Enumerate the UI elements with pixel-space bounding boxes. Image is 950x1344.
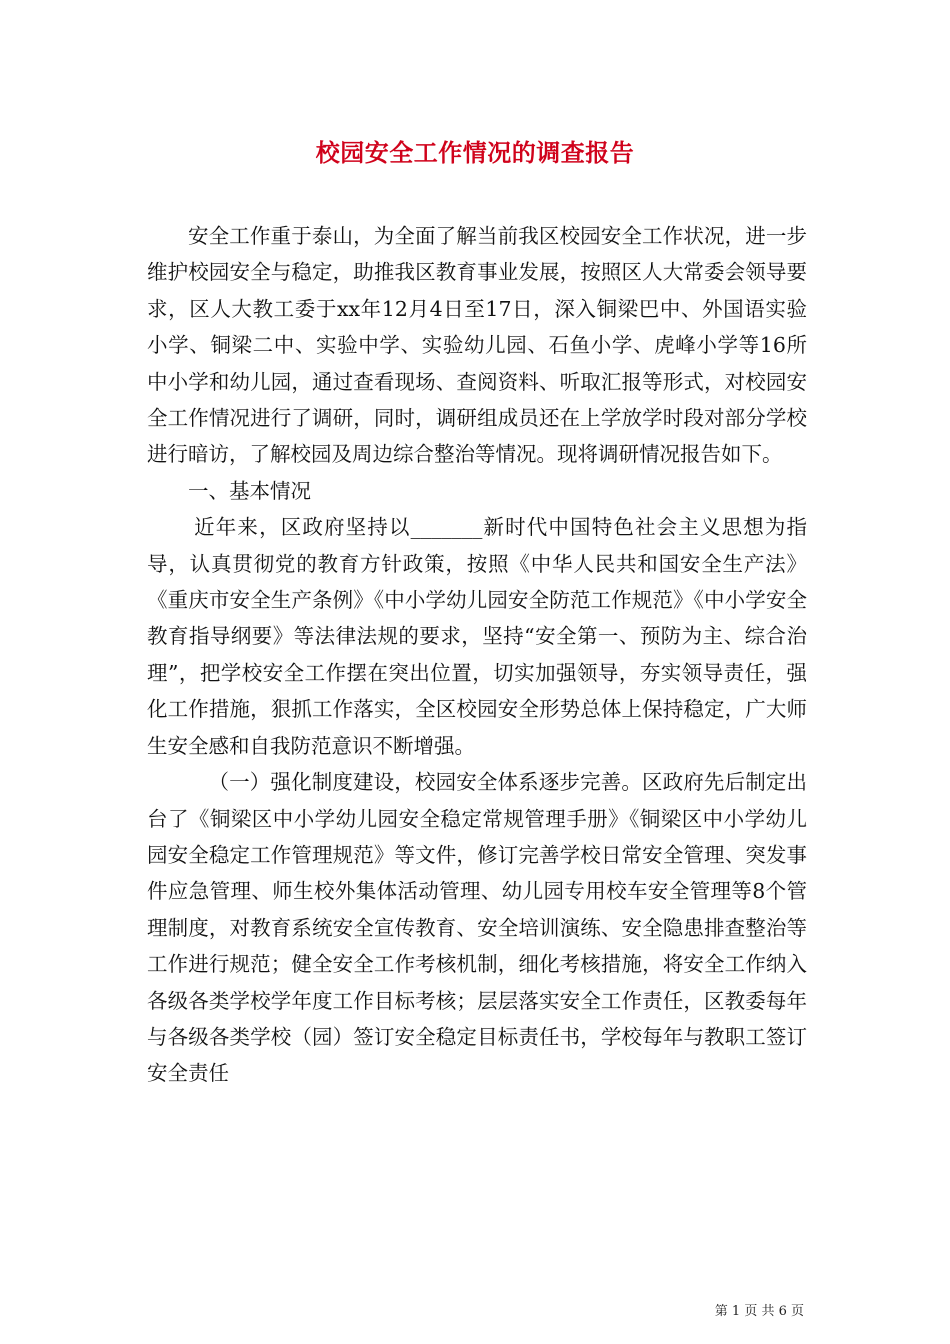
document-body (147, 218, 807, 1092)
page-number: 第 1 页 共 6 页 (714, 1304, 804, 1319)
document-title: 校园安全工作情况的调查报告 (315, 138, 635, 167)
section-heading-basic: 一、基本情况 (188, 478, 311, 503)
paragraph-system-building: （一）强化制度建设，校园安全体系逐步完善。区政府先后制定出台了《铜梁区中小学幼儿园安全稳定常规管理手册》《铜梁区中小学幼儿园安全稳定工作管理规范》等文件，修订完善学校日常安全管理、突发事件应急管理、师生校外集体活动管理、幼儿园专用校车安全管理等8个管理制度，对教育系统安全宣传教育、安全培训演练、安全隐患排查整治等工作进行规范；健全安全工作考核机制，细化考核措施，将安全工作纳入各级各类学校学年度工作目标考核；层层落实安全工作责任，区教委每年与各级各类学校（园）签订安全稳定目标责任书，学校每年与教职工签订安全责任 (147, 770, 807, 1086)
paragraph-overview: 近年来，区政府坚持以_______新时代中国特色社会主义思想为指导，认真贯彻党的教育方针政策，按照《中华人民共和国安全生产法》《重庆市安全生产条例》《中小学幼儿园安全防范工作规范》《中小学安全教育指导纲要》等法律法规的要求，坚持“安全第一、预防为主、综合治理”，把学校安全工作摆在突出位置，切实加强领导，夯实领导责任，强化工作措施，狠抓工作落实，全区校园安全形势总体上保持稳定，广大师生安全感和自我防范意识不断增强。 (147, 515, 807, 758)
paragraph-intro: 安全工作重于泰山，为全面了解当前我区校园安全工作状况，进一步维护校园安全与稳定，助推我区教育事业发展，按照区人大常委会领导要求，区人大教工委于xx年12月4日至17日，深入铜梁巴中、外国语实验小学、铜梁二中、实验中学、实验幼儿园、石鱼小学、虎峰小学等16所中小学和幼儿园，通过查看现场、查阅资料、听取汇报等形式，对校园安全工作情况进行了调研，同时，调研组成员还在上学放学时段对部分学校进行暗访，了解校园及周边综合整治等情况。现将调研情况报告如下。 (147, 224, 807, 467)
